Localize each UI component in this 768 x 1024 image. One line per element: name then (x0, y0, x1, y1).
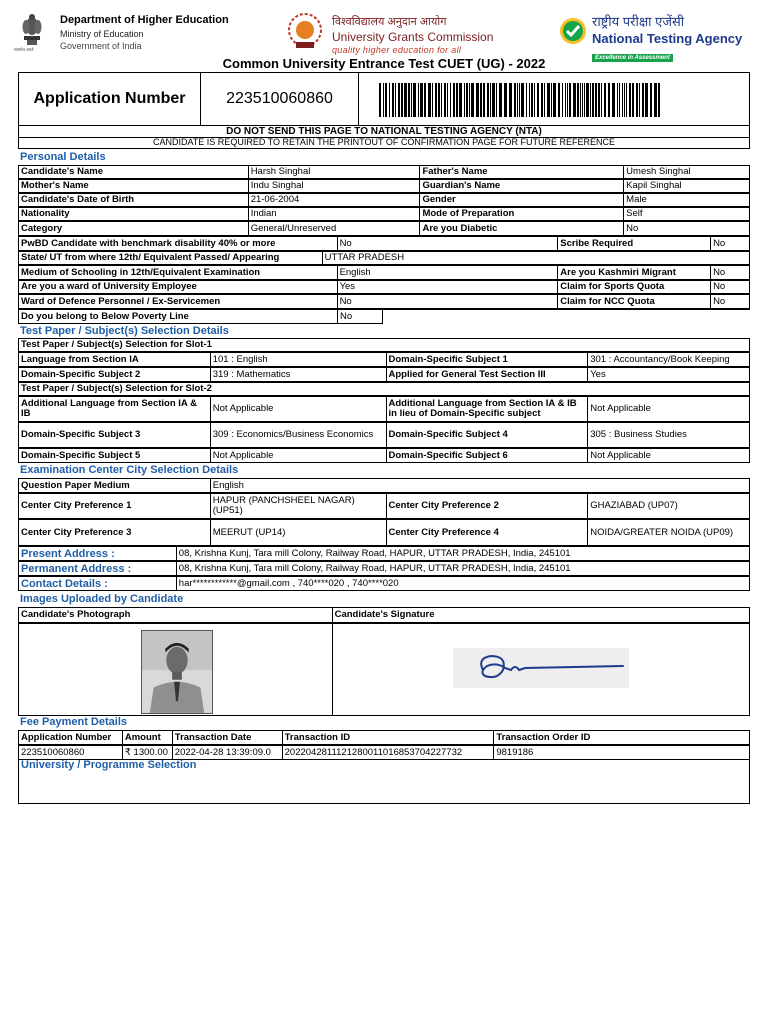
barcode-bar (392, 83, 394, 117)
barcode-bar (544, 83, 545, 117)
signature-cell (333, 624, 750, 716)
field-value: 301 : Accountancy/Book Keeping (588, 353, 750, 367)
dhe-block (60, 14, 229, 51)
barcode-bar (553, 83, 556, 117)
field-label: Father's Name (420, 166, 624, 179)
table-row (18, 179, 750, 193)
application-box (18, 72, 750, 126)
field-value: Self (624, 208, 750, 221)
barcode-bar (529, 83, 530, 117)
barcode-bar (569, 83, 571, 117)
slot-1-title: Test Paper / Subject(s) Selection for Slot-1 (19, 339, 750, 352)
field-value: No (338, 310, 383, 324)
barcode-bar (428, 83, 431, 117)
field-label: Ward of Defence Personnel / Ex-Servicemen (19, 295, 338, 309)
table-row (18, 448, 750, 463)
section-center-selection: Examination Center City Selection Details (20, 464, 239, 476)
application-number-value: 223510060860 (201, 73, 359, 125)
table-row (18, 745, 750, 760)
photo-cell (19, 624, 333, 716)
barcode-bar (466, 83, 468, 117)
notice-do-not-send: DO NOT SEND THIS PAGE TO NATIONAL TESTING AGENCY (NTA) (18, 126, 750, 138)
nta-hindi-title: राष्ट्रीय परीक्षा एजेंसी (592, 14, 685, 29)
field-value: 319 : Mathematics (211, 368, 387, 382)
table-row (18, 221, 750, 236)
dhe-ministry: Ministry of Education (60, 29, 144, 39)
barcode-bar (483, 83, 485, 117)
barcode-bar (456, 83, 458, 117)
page-header (0, 0, 768, 61)
ugc-logo-icon (284, 12, 326, 52)
section-fee-payment: Fee Payment Details (20, 716, 127, 728)
table-row (18, 546, 750, 561)
table-row (18, 422, 750, 448)
table-row (18, 607, 750, 623)
field-label: Additional Language from Section IA & IB in lieu of Domain-Specific subject (387, 397, 589, 422)
fee-cell: 2022-04-28 13:39:09.0 (173, 746, 283, 760)
nta-title: National Testing Agency (592, 31, 743, 46)
barcode-bar (617, 83, 618, 117)
barcode-bar (601, 83, 602, 117)
field-label: Domain-Specific Subject 3 (19, 423, 211, 448)
notice-retain-printout: CANDIDATE IS REQUIRED TO RETAIN THE PRINTOUT OF CONFIRMATION PAGE FOR FUTURE REFERENCE (18, 137, 750, 149)
barcode-bar (471, 83, 474, 117)
barcode-bar (654, 83, 657, 117)
field-value: UTTAR PRADESH (323, 252, 750, 265)
field-label: Candidate's Date of Birth (19, 194, 249, 207)
barcode-bar (398, 83, 400, 117)
field-label: Claim for Sports Quota (558, 281, 711, 294)
candidate-photo (141, 630, 213, 714)
field-value: Not Applicable (588, 397, 750, 422)
table-row (18, 519, 750, 546)
barcode-bar (586, 83, 589, 117)
ugc-title: University Grants Commission (332, 30, 494, 44)
programme-block (18, 760, 750, 804)
field-value: No (711, 295, 750, 309)
field-value: English (338, 266, 559, 280)
barcode-bar (464, 83, 465, 117)
barcode-bar (619, 83, 620, 117)
barcode-bar (632, 83, 634, 117)
images-row (18, 623, 750, 716)
barcode-bar (453, 83, 455, 117)
application-number-label: Application Number (19, 73, 201, 125)
fee-column-header: Application Number (19, 731, 123, 745)
barcode-bar (444, 83, 446, 117)
field-value: Umesh Singhal (624, 166, 750, 179)
exam-title: Common University Entrance Test CUET (UG) - 2022 (222, 56, 546, 71)
barcode-bar (424, 83, 426, 117)
barcode-bar (490, 83, 491, 117)
field-value: 21-06-2004 (249, 194, 421, 207)
barcode-bar (624, 83, 625, 117)
field-value: No (711, 266, 750, 280)
barcode-bar (534, 83, 535, 117)
ugc-slogan: quality higher education for all (332, 45, 462, 55)
field-value: Indu Singhal (249, 180, 421, 193)
barcode-bar (435, 83, 437, 117)
field-value: No (338, 237, 559, 251)
field-label: Mode of Preparation (420, 208, 624, 221)
barcode-bar (636, 83, 638, 117)
field-label: Center City Preference 1 (19, 494, 211, 519)
fee-cell: ₹ 1300.00 (123, 746, 173, 760)
fee-cell: 9819186 (494, 746, 750, 760)
barcode (379, 83, 661, 117)
dhe-government: Government of India (60, 41, 142, 51)
national-emblem-icon (18, 12, 46, 50)
table-row (18, 165, 750, 179)
barcode-bar (476, 83, 479, 117)
contact-details-label: Contact Details : (19, 577, 177, 591)
field-label: Domain-Specific Subject 1 (387, 353, 589, 367)
field-label: Center City Preference 2 (387, 494, 589, 519)
barcode-bar (612, 83, 615, 117)
barcode-bar (519, 83, 520, 117)
field-label: Domain-Specific Subject 5 (19, 449, 211, 463)
barcode-bar (650, 83, 652, 117)
fee-column-header: Transaction ID (283, 731, 495, 745)
field-value: MEERUT (UP14) (211, 520, 387, 546)
barcode-bar (432, 83, 433, 117)
barcode-bar (598, 83, 600, 117)
barcode-bar (499, 83, 502, 117)
table-row (18, 478, 750, 493)
field-value: No (711, 237, 750, 251)
barcode-bar (517, 83, 518, 117)
field-value: No (624, 222, 750, 236)
field-value: Yes (588, 368, 750, 382)
fee-column-header: Transaction Order ID (494, 731, 750, 745)
barcode-bar (577, 83, 579, 117)
barcode-bar (565, 83, 566, 117)
barcode-bar (385, 83, 387, 117)
barcode-bar (537, 83, 539, 117)
field-label: PwBD Candidate with benchmark disability 40% or more (19, 237, 338, 251)
section-subject-selection: Test Paper / Subject(s) Selection Details (20, 325, 229, 337)
present-address-label: Present Address : (19, 547, 177, 561)
barcode-bar (526, 83, 527, 117)
field-label: Additional Language from Section IA & IB (19, 397, 211, 422)
barcode-bar (541, 83, 543, 117)
barcode-bar (562, 83, 563, 117)
table-row (18, 251, 750, 265)
field-label: Medium of Schooling in 12th/Equivalent Examination (19, 266, 338, 280)
table-row (18, 493, 750, 519)
barcode-bar (626, 83, 627, 117)
field-label: Center City Preference 4 (387, 520, 589, 546)
barcode-bar (447, 83, 448, 117)
barcode-bar (504, 83, 507, 117)
field-value: 305 : Business Studies (588, 423, 750, 448)
field-value: No (711, 281, 750, 294)
barcode-bar (595, 83, 597, 117)
barcode-bar (401, 83, 403, 117)
field-value: English (211, 479, 750, 493)
field-label: State/ UT from where 12th/ Equivalent Passed/ Appearing (19, 252, 323, 265)
fee-column-header: Transaction Date (173, 731, 283, 745)
barcode-bar (584, 83, 585, 117)
field-value: 101 : English (211, 353, 387, 367)
field-label: Are you a ward of University Employee (19, 281, 338, 294)
table-row (18, 280, 750, 294)
section-programme-selection: University / Programme Selection (21, 760, 197, 771)
table-row (18, 352, 750, 367)
barcode-bar (413, 83, 416, 117)
field-label: Question Paper Medium (19, 479, 211, 493)
table-row (18, 367, 750, 382)
barcode-bar (441, 83, 442, 117)
nta-badge: Excellence in Assessment (592, 54, 673, 62)
barcode-bar (642, 83, 644, 117)
field-value: Not Applicable (211, 397, 387, 422)
barcode-bar (383, 83, 384, 117)
barcode-bar (487, 83, 489, 117)
barcode-bar (379, 83, 381, 117)
field-label: Mother's Name (19, 180, 249, 193)
candidate-signature (453, 648, 629, 688)
table-row (18, 193, 750, 207)
field-label: Are you Kashmiri Migrant (558, 266, 711, 280)
table-row (18, 396, 750, 422)
field-label: Gender (420, 194, 624, 207)
barcode-bar (389, 83, 390, 117)
barcode-bar (551, 83, 552, 117)
field-value: Not Applicable (588, 449, 750, 463)
table-row (18, 338, 750, 352)
barcode-bar (411, 83, 412, 117)
barcode-bar (531, 83, 533, 117)
field-value: 309 : Economics/Business Economics (211, 423, 387, 448)
field-value: No (338, 295, 559, 309)
field-label: Are you Diabetic (420, 222, 624, 236)
field-value: Indian (249, 208, 421, 221)
table-row (18, 294, 750, 309)
ugc-hindi-title: विश्वविद्यालय अनुदान आयोग (332, 16, 447, 28)
table-row (18, 236, 750, 251)
field-value: Yes (338, 281, 559, 294)
barcode-bar (590, 83, 591, 117)
ugc-block (332, 14, 493, 55)
permanent-address-label: Permanent Address : (19, 562, 177, 576)
barcode-bar (622, 83, 623, 117)
field-value: Kapil Singhal (624, 180, 750, 193)
field-label: Scribe Required (558, 237, 711, 251)
barcode-bar (420, 83, 423, 117)
field-value: Male (624, 194, 750, 207)
barcode-bar (608, 83, 610, 117)
present-address-value: 08, Krishna Kunj, Tara mill Colony, Railway Road, HAPUR, UTTAR PRADESH, India, 245101 (177, 547, 750, 561)
barcode-bar (395, 83, 396, 117)
fee-cell: 2022042811121280011016853704227732 (283, 746, 495, 760)
table-row (18, 576, 750, 591)
field-label: Applied for General Test Section III (387, 368, 589, 382)
field-label: Domain-Specific Subject 6 (387, 449, 589, 463)
field-value: GHAZIABAD (UP07) (588, 494, 750, 519)
barcode-bar (418, 83, 419, 117)
field-value: HAPUR (PANCHSHEEL NAGAR) (UP51) (211, 494, 387, 519)
table-row (18, 265, 750, 280)
barcode-bar (547, 83, 550, 117)
contact-details-value: har************@gmail.com , 740****020 , 740****020 (177, 577, 750, 591)
field-value: NOIDA/GREATER NOIDA (UP09) (588, 520, 750, 546)
field-value: General/Unreserved (249, 222, 421, 236)
barcode-bar (580, 83, 581, 117)
field-label: Do you belong to Below Poverty Line (19, 310, 338, 324)
barcode-bar (558, 83, 560, 117)
slot-2-title: Test Paper / Subject(s) Selection for Slot-2 (19, 383, 750, 396)
field-label: Domain-Specific Subject 2 (19, 368, 211, 382)
barcode-bar (521, 83, 524, 117)
permanent-address-value: 08, Krishna Kunj, Tara mill Colony, Railway Road, HAPUR, UTTAR PRADESH, India, 245101 (177, 562, 750, 576)
barcode-bar (509, 83, 512, 117)
barcode-bar (480, 83, 482, 117)
barcode-bar (404, 83, 407, 117)
table-row (18, 730, 750, 745)
barcode-bar (604, 83, 606, 117)
nta-logo-icon (558, 16, 588, 46)
barcode-bar (438, 83, 440, 117)
barcode-bar (573, 83, 576, 117)
emblem-caption: सत्यमेव जयते (14, 47, 34, 52)
section-images: Images Uploaded by Candidate (20, 593, 184, 605)
table-row (18, 309, 750, 324)
barcode-bar (582, 83, 583, 117)
barcode-bar (639, 83, 640, 117)
barcode-bar (629, 83, 631, 117)
barcode-bar (496, 83, 497, 117)
dhe-title: Department of Higher Education (60, 14, 229, 26)
barcode-bar (450, 83, 451, 117)
field-label: Nationality (19, 208, 249, 221)
barcode-bar (658, 83, 660, 117)
field-label: Domain-Specific Subject 4 (387, 423, 589, 448)
barcode-bar (645, 83, 648, 117)
field-label: Guardian's Name (420, 180, 624, 193)
barcode-bar (592, 83, 594, 117)
field-label: Language from Section IA (19, 353, 211, 367)
programme-cell (19, 760, 750, 804)
table-row (18, 382, 750, 396)
barcode-bar (408, 83, 410, 117)
field-value: Not Applicable (211, 449, 387, 463)
field-label: Center City Preference 3 (19, 520, 211, 546)
field-label: Candidate's Name (19, 166, 249, 179)
field-value: Harsh Singhal (249, 166, 421, 179)
fee-cell: 223510060860 (19, 746, 123, 760)
signature-label: Candidate's Signature (333, 608, 750, 623)
barcode-bar (459, 83, 462, 117)
table-row (18, 207, 750, 221)
field-label: Category (19, 222, 249, 236)
barcode-bar (492, 83, 495, 117)
photo-label: Candidate's Photograph (19, 608, 333, 623)
section-personal-details: Personal Details (20, 151, 106, 163)
field-label: Claim for NCC Quota (558, 295, 711, 309)
table-row (18, 561, 750, 576)
barcode-bar (514, 83, 516, 117)
barcode-bar (567, 83, 568, 117)
barcode-bar (469, 83, 470, 117)
fee-column-header: Amount (123, 731, 173, 745)
